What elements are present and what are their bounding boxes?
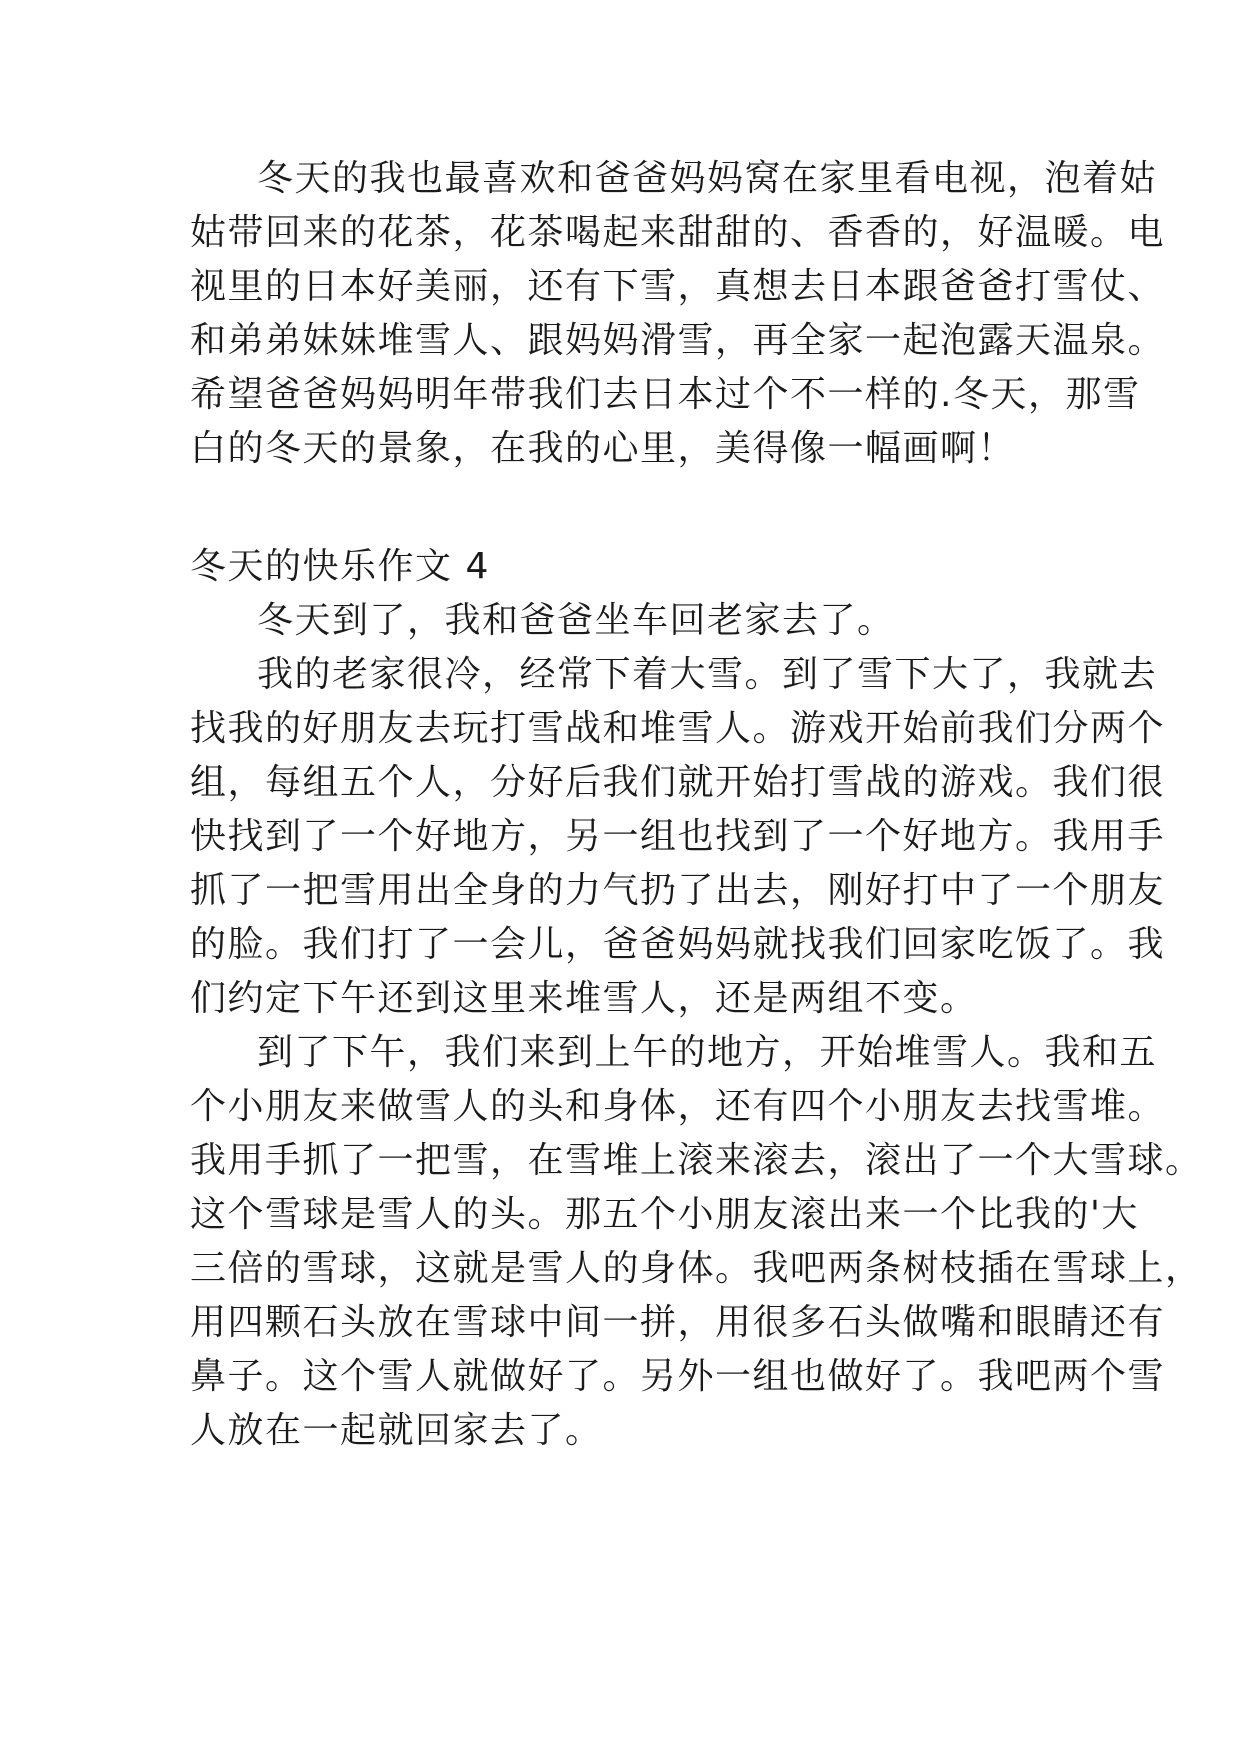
paragraph-3-line-4: 快找到了一个好地方，另一组也找到了一个好地方。我用手	[190, 816, 1166, 857]
paragraph-1-line-3: 视里的日本好美丽，还有下雪，真想去日本跟爸爸打雪仗、	[190, 266, 1166, 307]
paragraph-3-line-1: 我的老家很冷，经常下着大雪。到了雪下大了，我就去	[257, 654, 1158, 695]
paragraph-1-line-1: 冬天的我也最喜欢和爸爸妈妈窝在家里看电视，泡着姑	[257, 158, 1158, 199]
paragraph-4-line-7: 鼻子。这个雪人就做好了。另外一组也做好了。我吧两个雪	[190, 1356, 1166, 1397]
paragraph-4-line-1: 到了下午，我们来到上午的地方，开始堆雪人。我和五	[257, 1032, 1158, 1073]
paragraph-4-line-4: 这个雪球是雪人的头。那五个小朋友滚出来一个比我的'大	[190, 1194, 1139, 1235]
paragraph-3-line-3: 组，每组五个人，分好后我们就开始打雪战的游戏。我们很	[190, 762, 1166, 803]
paragraph-1-line-4: 和弟弟妹妹堆雪人、跟妈妈滑雪，再全家一起泡露天温泉。	[190, 320, 1166, 361]
paragraph-3-line-7: 们约定下午还到这里来堆雪人，还是两组不变。	[190, 978, 978, 1019]
paragraph-3-line-2: 找我的好朋友去玩打雪战和堆雪人。游戏开始前我们分两个	[190, 708, 1166, 749]
section-heading: 冬天的快乐作文 4	[190, 546, 490, 587]
paragraph-4-line-8: 人放在一起就回家去了。	[190, 1410, 603, 1451]
paragraph-1-line-6: 白的冬天的景象，在我的心里，美得像一幅画啊！	[190, 428, 1016, 469]
paragraph-1-line-2: 姑带回来的花茶，花茶喝起来甜甜的、香香的，好温暖。电	[190, 212, 1166, 253]
paragraph-2-line-1: 冬天到了，我和爸爸坐车回老家去了。	[257, 600, 895, 641]
paragraph-4-line-5: 三倍的雪球，这就是雪人的身体。我吧两条树枝插在雪球上，	[190, 1248, 1203, 1289]
paragraph-4-line-6: 用四颗石头放在雪球中间一拼，用很多石头做嘴和眼睛还有	[190, 1302, 1166, 1343]
paragraph-1-line-5: 希望爸爸妈妈明年带我们去日本过个不一样的.冬天，那雪	[190, 374, 1141, 415]
paragraph-3-line-6: 的脸。我们打了一会儿，爸爸妈妈就找我们回家吃饭了。我	[190, 924, 1166, 965]
paragraph-4-line-3: 我用手抓了一把雪，在雪堆上滚来滚去，滚出了一个大雪球。	[190, 1140, 1203, 1181]
paragraph-4-line-2: 个小朋友来做雪人的头和身体，还有四个小朋友去找雪堆。	[190, 1086, 1166, 1127]
paragraph-3-line-5: 抓了一把雪用出全身的力气扔了出去，刚好打中了一个朋友	[190, 870, 1166, 911]
